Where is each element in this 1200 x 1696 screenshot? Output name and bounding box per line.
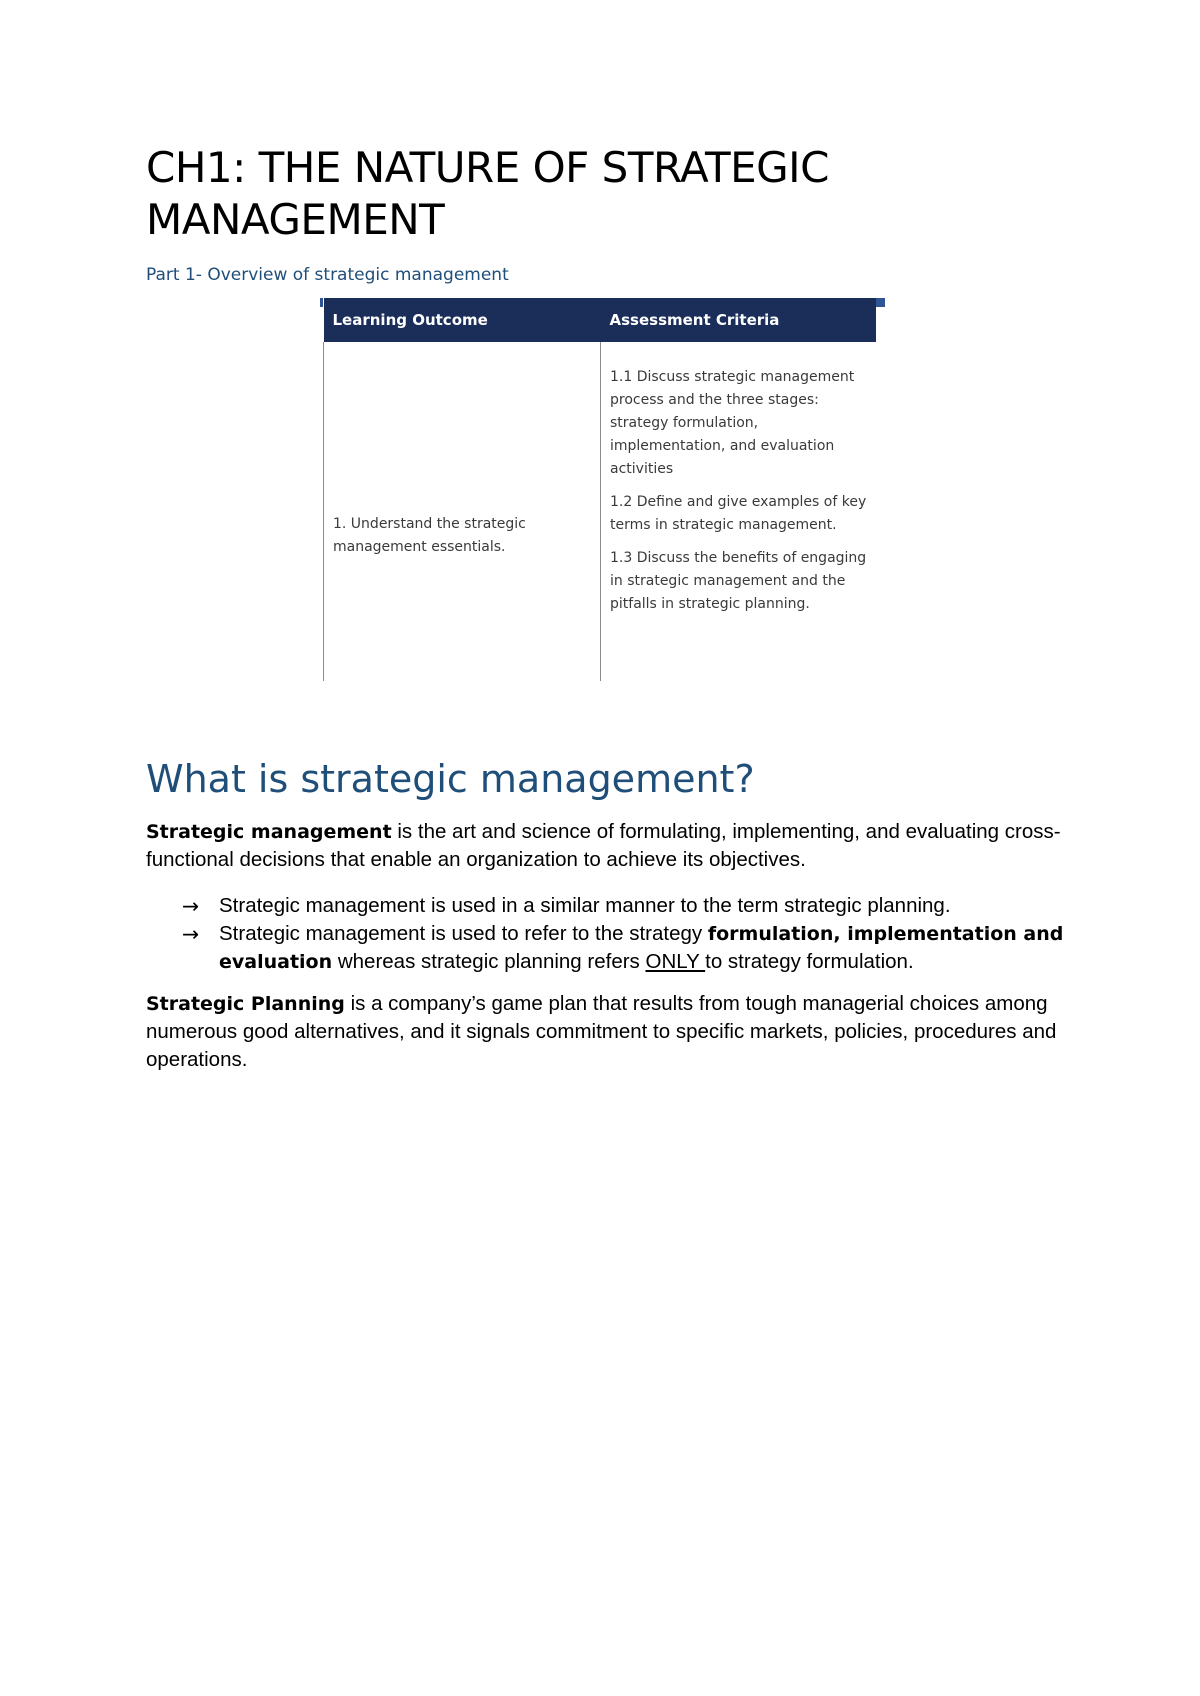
list-item <box>146 920 1066 976</box>
assessment-criteria-cell <box>601 342 877 681</box>
definition-paragraph <box>146 990 1066 1074</box>
header-learning-outcome: Learning Outcome <box>324 298 601 342</box>
list-item-text: Strategic management is used to refer to the strategy <box>219 922 708 945</box>
criteria-item: 1.1 Discuss strategic management process and the three stages: strategy formulation, implementation, and evaluation activities <box>610 369 855 477</box>
section-heading: What is strategic management? <box>146 757 755 801</box>
criteria-item: 1.3 Discuss the benefits of engaging in strategic management and the pitfalls in strategic planning. <box>610 550 867 612</box>
page-title: CH1: THE NATURE OF STRATEGIC MANAGEMENT <box>146 143 829 244</box>
defined-term: Strategic Planning <box>146 993 345 1015</box>
definition-paragraph <box>146 818 1066 874</box>
underlined-text: ONLY <box>645 950 706 973</box>
learning-outcome-table-figure[interactable] <box>323 298 876 681</box>
criteria-item: 1.2 Define and give examples of key terms in strategic management. <box>610 494 867 533</box>
list-item <box>146 892 1066 920</box>
definition-text: is the art and science of formulating, implementing, and evaluating cross-functional decisions that enable an organization to achieve its objectives. <box>146 820 1061 871</box>
table-header-row <box>324 298 877 342</box>
part-subtitle: Part 1- Overview of strategic management <box>146 265 509 285</box>
arrow-right-icon: → <box>182 894 200 918</box>
image-resize-handle-right[interactable] <box>876 298 885 307</box>
learning-outcome-table <box>323 298 876 681</box>
definition-text: is a company’s game plan that results from tough managerial choices among numerous good alternatives, and it signals commitment to specific markets, policies, procedures and operations. <box>146 992 1057 1071</box>
defined-term: Strategic management <box>146 821 392 843</box>
bold-text: formulation, implementation and evaluation <box>219 923 1064 973</box>
list-item-text: Strategic management is used in a similar manner to the term strategic planning. <box>219 894 951 917</box>
bullet-list <box>146 892 1066 976</box>
header-assessment-criteria: Assessment Criteria <box>601 298 877 342</box>
arrow-right-icon: → <box>182 922 200 946</box>
learning-outcome-cell: 1. Understand the strategic management essentials. <box>324 342 601 681</box>
list-item-text: whereas strategic planning refers <box>332 950 646 973</box>
list-item-text: to strategy formulation. <box>705 950 914 973</box>
table-row <box>324 342 877 681</box>
